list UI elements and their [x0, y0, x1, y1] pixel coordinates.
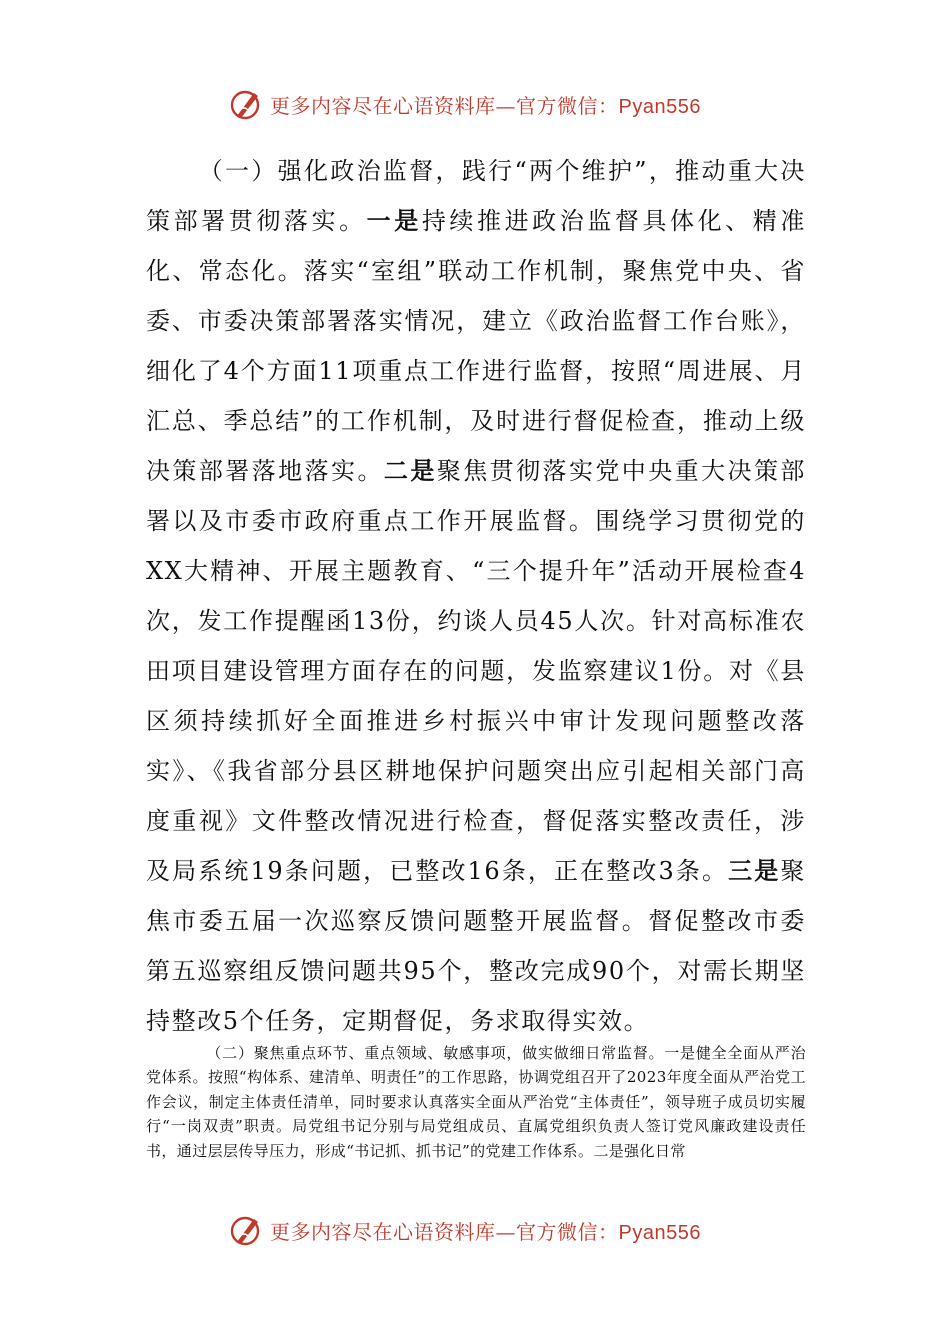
point-1-label: 一是 — [366, 207, 422, 235]
section-2 — [146, 1041, 806, 1163]
wechat-id: Pyan556 — [618, 95, 701, 118]
section-1 — [146, 146, 806, 1046]
point-1-text: 持续推进政治监督具体化、精准化、常态化。落实“室组”联动工作机制，聚焦党中央、省委、市委决策部署落实情况，建立《政治监督工作台账》，细化了4个方面11项重点工作进行监督，按照“周进展、月汇总、季总结”的工作机制，及时进行督促检查，推动上级决策部署落地落实。 — [146, 207, 806, 485]
section-2-text: （二）聚焦重点环节、重点领域、敏感事项，做实做细日常监督。一是健全全面从严治党体系。按照“构体系、建清单、明责任”的工作思路，协调党组召开了2023年度全面从严治党工作会议，制定主体责任清单，同时要求认真落实全面从严治党“主体责任”，领导班子成员切实履行“一岗双责”职责。局党组书记分别与局党组成员、直属党组织负责人签订党风廉政建设责任书，通过层层传导压力，形成“书记抓、抓书记”的党建工作体系。二是强化日常 — [146, 1044, 806, 1160]
point-3-text: 聚焦市委五届一次巡察反馈问题整开展监督。督促整改市委第五巡察组反馈问题共95个，整改完成90个，对需长期坚持整改5个任务，定期督促，务求取得实效。 — [146, 857, 807, 1035]
section-2-paragraph — [146, 1041, 806, 1163]
section-1-intro: （一）强化政治监督，践行“两个维护”，推动重大决策部署贯彻落实。 — [146, 157, 806, 235]
section-1-paragraph — [146, 146, 806, 1046]
point-2-label: 二是 — [383, 457, 437, 485]
footer-banner — [228, 1210, 748, 1250]
point-2-text: 聚焦贯彻落实党中央重大决策部署以及市委市政府重点工作开展监督。围绕学习贯彻党的XX大精神、开展主题教育、“三个提升年”活动开展检查4次，发工作提醒函13份，约谈人员45人次。针对高标准农田项目建设管理方面存在的问题，发监察建议1份。对《县区须持续抓好全面推进乡村振兴中审计发现问题整改落实》、《我省部分县区耕地保护问题突出应引起相关部门高度重视》文件整改情况进行检查，督促落实整改责任，涉及局系统19条问题，已整改16条，正在整改3条。 — [146, 457, 807, 885]
wechat-id: Pyan556 — [618, 1221, 701, 1244]
point-3-label: 三是 — [728, 857, 781, 885]
banner-text: 更多内容尽在心语资料库—官方微信：Pyan556 — [270, 93, 701, 118]
pen-circle-icon — [228, 1212, 264, 1248]
banner-text: 更多内容尽在心语资料库—官方微信：Pyan556 — [270, 1219, 701, 1244]
pen-circle-icon — [228, 86, 264, 122]
header-banner — [228, 84, 748, 124]
